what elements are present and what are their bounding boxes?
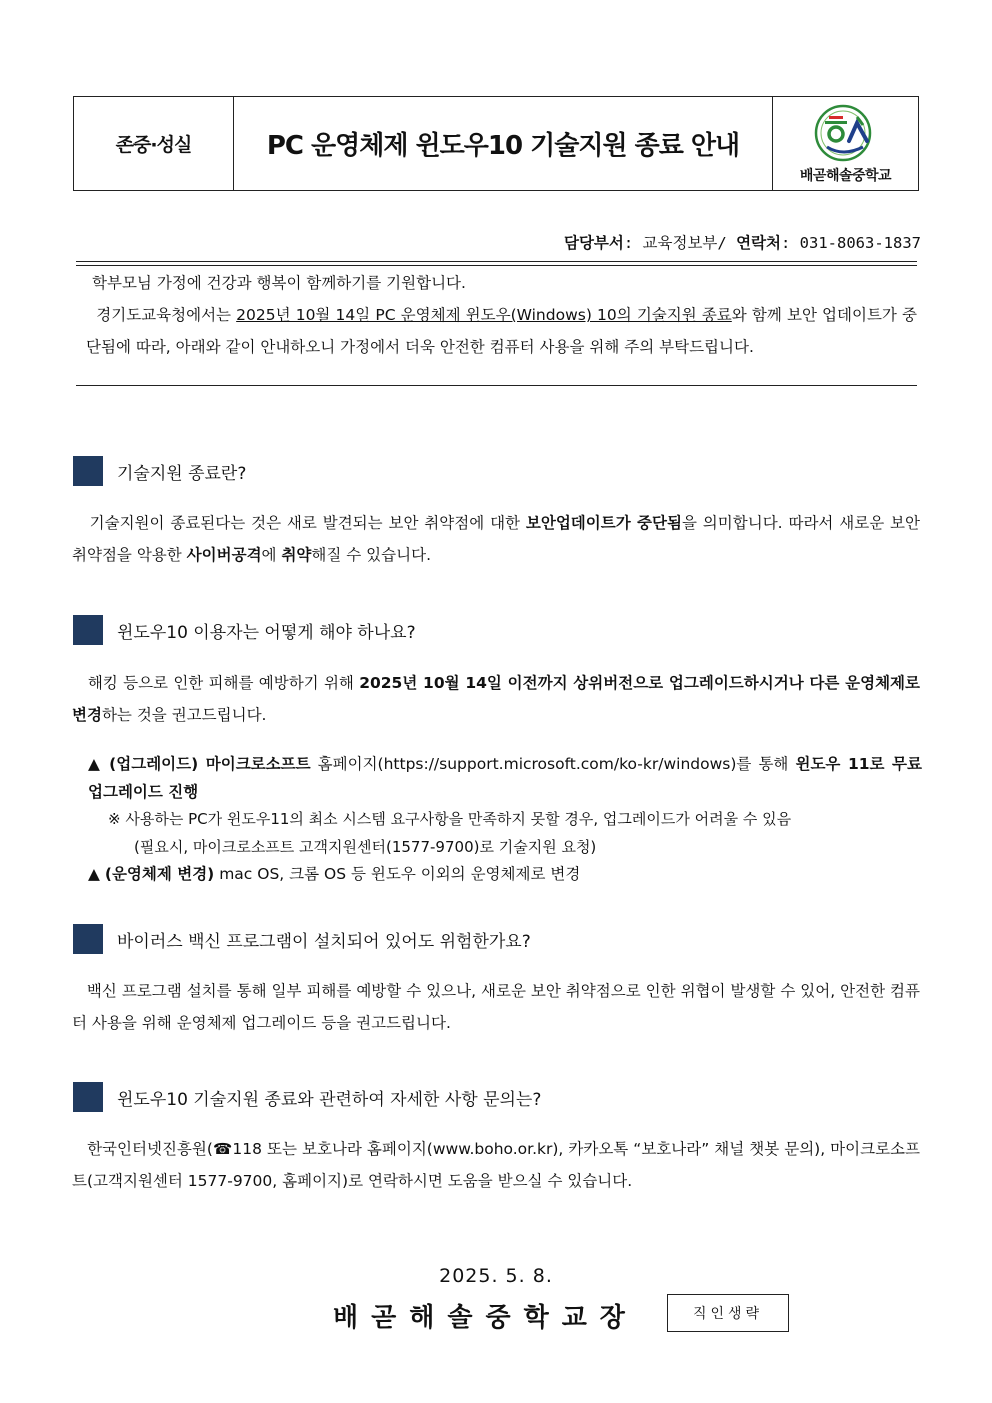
bullet-upgrade-mid: 홈페이지(https://support.microsoft.com/ko-kr/windows)를 통해 <box>310 755 796 773</box>
intro-body-post: 와 함께 보안 업데이트가 중단됨에 따라, 아래와 같이 안내하오니 가정에서 더욱 안전한 컴퓨터 사용을 위해 주의 부탁드립니다. <box>86 306 918 356</box>
note-line-1: 사용하는 PC가 윈도우11의 최소 시스템 요구사항을 만족하지 못할 경우, 업그레이드가 어려울 수 있음 <box>125 810 792 828</box>
school-motto: 존중·성실 <box>74 97 234 190</box>
section-heading-3 <box>73 924 531 954</box>
bullet-os-rest: mac OS, 크롬 OS 등 윈도우 이외의 운영체제로 변경 <box>214 865 581 883</box>
s2-text-c: 하는 것을 권고드립니다. <box>101 706 267 724</box>
s2-bold-b: 2025년 10월 14일 이전까지 상위버전으로 업그레이드하시거나 다른 운영체제로 변경 <box>72 674 920 724</box>
triangle-bullet-icon: ▲ <box>88 865 100 883</box>
school-name: 배곧해솔중학교 <box>799 167 892 184</box>
section-heading-text: 윈도우10 이용자는 어떻게 해야 하나요? <box>117 622 416 643</box>
document-header <box>73 96 919 191</box>
section-body-4 <box>72 1133 920 1197</box>
s1-text-g: 해질 수 있습니다. <box>311 546 431 564</box>
section-body-2 <box>72 667 920 731</box>
s1-bold-b: 보안업데이트가 중단됨 <box>525 514 682 532</box>
section-marker-icon <box>73 456 103 486</box>
section-heading-4 <box>73 1082 541 1112</box>
contact-info <box>564 231 921 253</box>
s1-bold-f: 취약 <box>281 546 312 564</box>
section-marker-icon <box>73 1082 103 1112</box>
section-marker-icon <box>73 924 103 954</box>
school-emblem-icon <box>813 103 879 163</box>
s1-bold-d: 사이버공격 <box>186 546 262 564</box>
intro-top-rule <box>76 261 917 266</box>
section-body-3 <box>72 975 920 1039</box>
intro-greeting: 학부모님 가정에 건강과 행복이 함께하기를 기원합니다. <box>92 274 466 292</box>
bullet-upgrade <box>88 750 922 806</box>
dept-value: : 교육정보부/ <box>623 234 727 252</box>
dept-label: 담당부서 <box>563 234 624 252</box>
intro-body <box>76 299 917 363</box>
section-heading-text: 기술지원 종료란? <box>117 463 247 484</box>
s3-text: 백신 프로그램 설치를 통해 일부 피해를 예방할 수 있으나, 새로운 보안 취약점으로 인한 위협이 발생할 수 있어, 안전한 컴퓨터 사용을 위해 운영체제 업그레이드 등을 권고드립니다. <box>72 982 920 1032</box>
triangle-bullet-icon: ▲ <box>88 755 103 773</box>
section-body-1 <box>72 507 920 571</box>
intro-body-pre: 경기도교육청에서는 <box>96 306 237 324</box>
document-title: PC 운영체제 윈도우10 기술지원 종료 안내 <box>234 97 773 190</box>
bullet-upgrade-bold2: 윈도우 11로 무료 업그레이드 진행 <box>88 755 922 801</box>
seal-omitted-box: 직인생략 <box>667 1294 789 1332</box>
bullet-upgrade-bold: (업그레이드) 마이크로소프트 <box>109 755 311 773</box>
s1-text-e: 에 <box>261 546 282 564</box>
section-heading-2 <box>73 615 416 645</box>
principal-signature: 배곧해솔중학교장 <box>333 1303 638 1333</box>
intro-text <box>76 267 917 363</box>
document-date: 2025. 5. 8. <box>439 1265 553 1287</box>
section-heading-text: 윈도우10 기술지원 종료와 관련하여 자세한 사항 문의는? <box>117 1089 542 1110</box>
s1-text-a: 기술지원이 종료된다는 것은 새로 발견되는 보안 취약점에 대한 <box>89 514 526 532</box>
section-heading-text: 바이러스 백신 프로그램이 설치되어 있어도 위험한가요? <box>117 931 531 952</box>
intro-body-underlined: 2025년 10월 14일 PC 운영체제 윈도우(Windows) 10의 기술지원 종료 <box>236 306 732 324</box>
school-logo <box>773 97 918 190</box>
bullet-os-change <box>88 860 580 888</box>
note-line-2: (필요시, 마이크로소프트 고객지원센터(1577-9700)로 기술지원 요청) <box>134 838 597 856</box>
s2-text-a: 해킹 등으로 인한 피해를 예방하기 위해 <box>87 674 360 692</box>
s4-text: 한국인터넷진흥원(☎118 또는 보호나라 홈페이지(www.boho.or.kr), 카카오톡 “보호나라” 채널 챗봇 문의), 마이크로소프트(고객지원센터 1577-9700, 홈페이지)로 연락하시면 도움을 받으실 수 있습니다. <box>72 1140 920 1190</box>
s1-text-c: 을 의미합니다. 따라서 새로운 보안 취약점을 악용한 <box>72 514 921 564</box>
intro-bottom-rule <box>76 385 917 386</box>
phone-label: 연락처 <box>736 234 782 252</box>
bullet-note <box>108 805 922 833</box>
section-heading-1 <box>73 456 246 486</box>
reference-mark-icon: ※ <box>108 810 121 828</box>
bullet-os-bold: (운영체제 변경) <box>104 865 215 883</box>
phone-value: : 031-8063-1837 <box>781 234 921 252</box>
section-marker-icon <box>73 615 103 645</box>
